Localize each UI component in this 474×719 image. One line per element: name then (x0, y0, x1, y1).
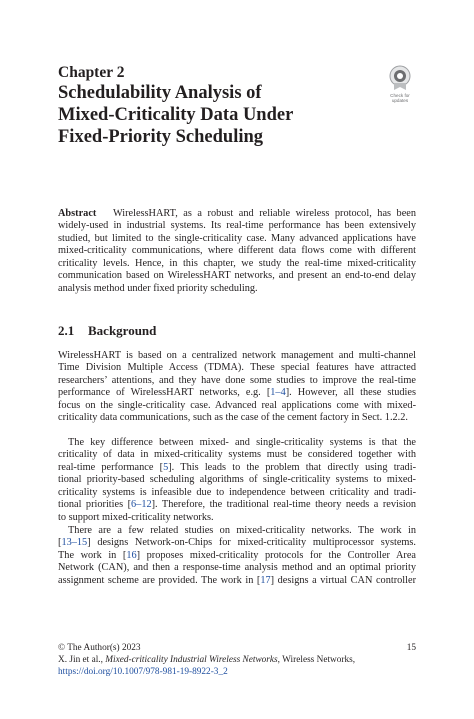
body-line: tional priority-based scheduling algorithms of single-criticality systems to mixed- (58, 474, 416, 486)
footer-copyright: © The Author(s) 2023 (58, 643, 141, 653)
body-line: The key difference between mixed- and single-criticality systems is that the (68, 437, 416, 448)
abstract-line: criticality levels. Hence, in this chapter, we study the real-time mixed-criticality (58, 257, 416, 269)
body-line (58, 550, 416, 562)
body-line: Time Division Multiple Access (TDMA). These special features have attracted (58, 362, 416, 374)
body-text: assignment scheme are provided. The work in [ (58, 574, 261, 586)
citation-link[interactable]: 1–4 (270, 387, 286, 399)
body-text: ]. However, all these studies (285, 387, 416, 399)
check-for-updates-icon (389, 65, 411, 91)
abstract-line (58, 208, 416, 220)
body-line: criticality data communications, such as the case of the cement factory in Sect. 1.2.2. (58, 412, 408, 424)
chapter-title-line-1: Schedulability Analysis of (58, 83, 262, 103)
body-line: WirelessHART is based on a centralized network management and multi-channel (58, 350, 416, 361)
body-line: There are a few related studies on mixed-criticality networks. The work in (68, 525, 416, 536)
section-number: 2.1 (58, 323, 75, 338)
abstract (58, 208, 416, 295)
body-text: The work in [ (58, 549, 127, 561)
abstract-line: communication based on WirelessHART networks, and present an end-to-end delay (58, 270, 416, 282)
citation-link[interactable]: 5 (163, 461, 169, 473)
paragraph-2 (58, 437, 416, 524)
abstract-line: studied, but limited to the single-criticality case. Many advanced applications have (58, 232, 416, 244)
paragraph-3 (58, 525, 416, 587)
check-for-updates-line-1: Check for (390, 93, 410, 98)
body-text: tional priorities [ (58, 499, 132, 511)
body-line (58, 575, 416, 587)
body-text: ]. Therefore, the traditional real-time theory needs a revision (151, 499, 417, 511)
abstract-line: analysis method under fixed priority scheduling. (58, 282, 258, 294)
check-for-updates-line-2: updates (391, 98, 409, 103)
body-line: criticality systems is infeasible due to independence between criticality and tradi- (58, 486, 416, 498)
body-text: ] designs a virtual CAN controller (270, 574, 417, 586)
doi-link[interactable]: https://doi.org/10.1007/978-981-19-8922-3_2 (58, 667, 228, 677)
body-text: ] designs Network-on-Chips for mixed-criticality multiprocessor systems. (87, 537, 416, 549)
citation-link[interactable]: 17 (260, 574, 271, 586)
section-title: Background (88, 323, 157, 338)
body-line (58, 537, 416, 549)
body-text: real-time performance [ (58, 461, 164, 473)
body-text: [ (58, 537, 62, 549)
body-line (58, 387, 416, 399)
body-line (58, 462, 416, 474)
footer-citation (58, 655, 355, 665)
page-number: 15 (406, 643, 416, 653)
section-heading (58, 323, 156, 339)
chapter-title-line-3: Fixed-Priority Scheduling (58, 127, 264, 147)
abstract-line: widely-used in industrial systems. Its real-time performance has been extensively (58, 220, 416, 232)
abstract-line: mixed-criticality communications, where different data flows come with different (58, 245, 416, 257)
paragraph-1 (58, 350, 416, 425)
body-line: to support mixed-criticality networks. (58, 511, 214, 523)
body-line: Network (CAN), and then a response-time analysis method and an optimal priority (58, 562, 416, 574)
abstract-text: WirelessHART, as a robust and reliable wireless protocol, has been (112, 208, 416, 219)
citation-link[interactable]: 13–15 (61, 537, 88, 549)
citation-authors: X. Jin et al., (58, 655, 106, 665)
body-text: ]. This leads to the problem that directly using tradi- (168, 461, 416, 473)
citation-link[interactable]: 6–12 (131, 499, 152, 511)
abstract-label: Abstract (58, 208, 97, 219)
body-line: criticality of data in mixed-criticality systems must be considered together with (58, 449, 416, 461)
citation-book-title: Mixed-criticality Industrial Wireless Networks (105, 655, 278, 665)
body-text: ] proposes mixed-criticality protocols for the Controller Area (136, 549, 416, 561)
citation-link[interactable]: 16 (126, 549, 137, 561)
chapter-title (58, 82, 378, 148)
check-for-updates-badge[interactable] (384, 65, 416, 103)
chapter-title-line-2: Mixed-Criticality Data Under (58, 105, 294, 125)
check-for-updates-label (380, 93, 420, 103)
body-line: focus on the single-criticality case. Advanced real applications come with mixed- (58, 399, 416, 411)
chapter-label: Chapter 2 (58, 64, 125, 81)
body-text: performance of WirelessHART networks, e.g. [ (58, 387, 271, 399)
body-line (58, 499, 416, 511)
citation-series: , Wireless Networks, (277, 655, 356, 665)
body-line: researchers’ attentions, and they have done some studies to improve the real-time (58, 374, 416, 386)
